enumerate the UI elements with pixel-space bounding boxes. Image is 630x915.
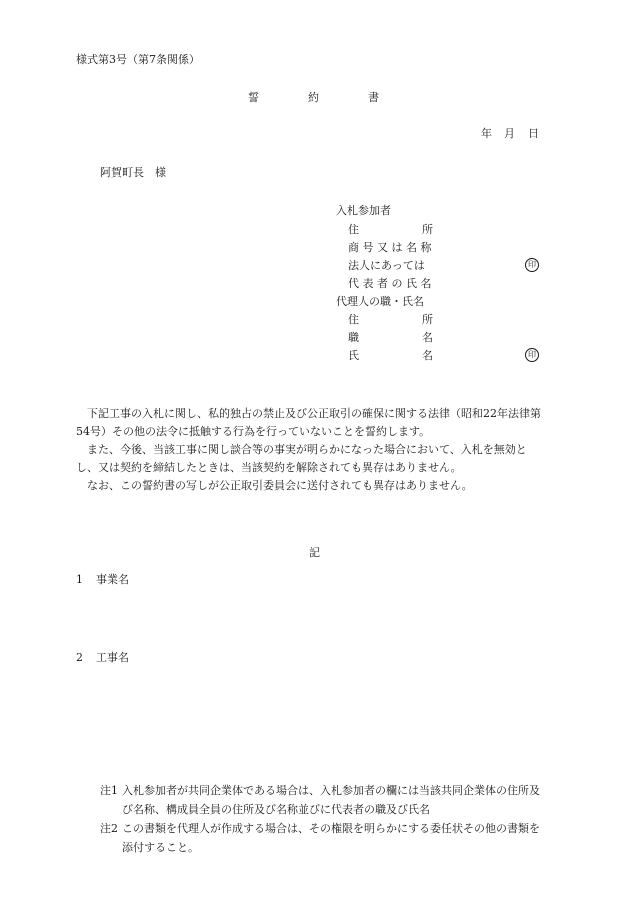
bidder-seal-mark [525, 258, 539, 272]
bidder-rep-name-label: 代 表 者 の 氏 名 [348, 277, 432, 290]
bidder-trade-name-label: 商 号 又 は 名 称 [348, 241, 432, 254]
item-label-project: 事業名 [96, 573, 129, 586]
pledge-paragraph: 下記工事の入札に関し、私的独占の禁止及び公正取引の確保に関する法律（昭和22年法律第54号）その他の法令に抵触する行為を行っていないことを誓約します。 [76, 407, 541, 438]
form-number: 様式第3号（第7条関係） [76, 53, 200, 66]
bidder-corp-label: 法人にあっては [348, 259, 425, 272]
pledge-paragraph: なお、この誓約書の写しが公正取引委員会に送付されても異存はありません。 [87, 479, 473, 492]
ki-heading: 記 [309, 546, 320, 559]
date-month: 月 [504, 127, 515, 140]
agent-seal-mark [525, 348, 539, 362]
agent-position-label-1: 職 [348, 331, 359, 344]
item-number: 2 [76, 651, 83, 664]
bidder-heading: 入札参加者 [336, 204, 391, 217]
title-char: 約 [308, 91, 319, 104]
note-label: 注1 [100, 784, 118, 797]
pledge-body [76, 405, 546, 495]
note-item [100, 781, 550, 819]
bidder-address-label-1: 住 [348, 223, 359, 236]
agent-address-label-2: 所 [422, 313, 433, 326]
date-year: 年 [481, 127, 492, 140]
document-title [0, 92, 630, 106]
agent-heading: 代理人の職・氏名 [336, 295, 424, 308]
note-text: 入札参加者が共同企業体である場合は、入札参加者の欄には当該共同企業体の住所及び名称、構成員全員の住所及び名称並びに代表者の職及び氏名 [122, 784, 540, 816]
notes [100, 781, 550, 857]
note-text: この書類を代理人が作成する場合は、その権限を明らかにする委任状その他の書類を添付すること。 [122, 822, 540, 854]
bidder-address-label-2: 所 [422, 223, 433, 236]
agent-name-label-2: 名 [422, 349, 433, 362]
title-char: 誓 [248, 91, 259, 104]
note-label: 注2 [100, 822, 118, 835]
addressee: 阿賀町長 様 [100, 166, 166, 179]
agent-position-label-2: 名 [422, 331, 433, 344]
date-day: 日 [528, 127, 539, 140]
agent-address-label-1: 住 [348, 313, 359, 326]
pledge-paragraph: また、今後、当該工事に関し談合等の事実が明らかになった場合において、入札を無効とし、又は契約を締結したときは、当該契約を解除されても異存はありません。 [76, 443, 527, 474]
agent-name-label-1: 氏 [348, 349, 359, 362]
note-item [100, 819, 550, 857]
item-number: 1 [76, 573, 83, 586]
item-label-construction: 工事名 [96, 651, 129, 664]
title-char: 書 [368, 91, 379, 104]
seal-glyph: 印 [525, 258, 539, 272]
seal-glyph: 印 [525, 348, 539, 362]
